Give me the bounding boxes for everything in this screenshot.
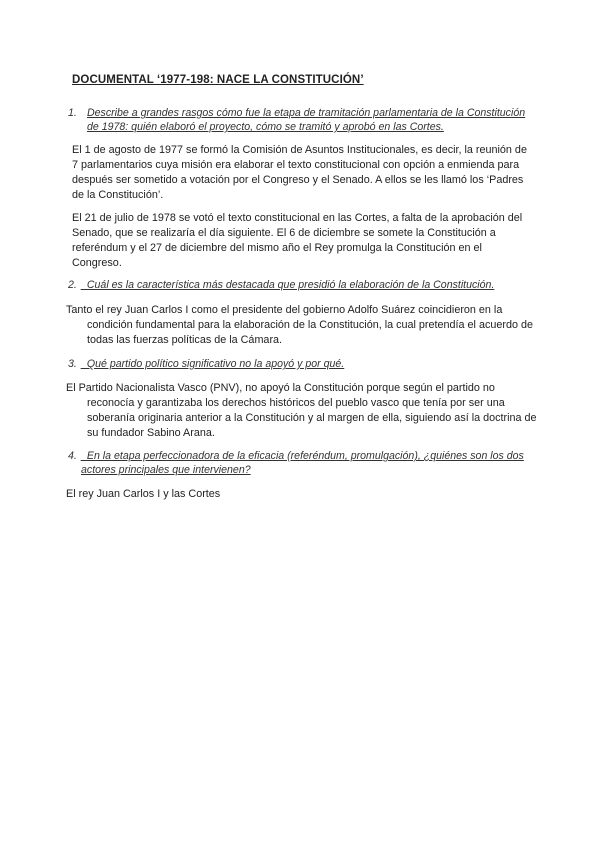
question-1-text: Describe a grandes rasgos cómo fue la etapa de tramitación parlamentaria de la Constitución de 1978: quién elaboró el proyecto, cómo se tramitó y aprobó en las Cortes. — [87, 107, 526, 133]
question-2 — [68, 278, 538, 292]
question-3-text: _Qué partido político significativo no la apoyó y por qué. — [81, 358, 345, 370]
question-4-number: 4. — [68, 450, 77, 462]
answer-4: El rey Juan Carlos I y las Cortes — [66, 488, 221, 500]
answer-1-paragraph-2: El 21 de julio de 1978 se votó el texto constitucional en las Cortes, a falta de la aprobación del Senado, que se realizaría el día siguiente. El 6 de diciembre se somete la Constitución a referéndum y el 27 de diciembre del mismo año el Rey promulga la Constitución en el Congreso. — [72, 212, 523, 269]
document-title: DOCUMENTAL ‘1977-198: NACE LA CONSTITUCIÓN’ — [72, 74, 364, 86]
question-3-number: 3. — [68, 358, 77, 370]
question-4-text: _En la etapa perfeccionadora de la eficacia (referéndum, promulgación), ¿quiénes son los dos actores principales que intervienen? — [81, 450, 524, 476]
question-2-text: _Cuál es la característica más destacada que presidió la elaboración de la Constitución. — [81, 279, 495, 291]
question-1-number: 1. — [68, 107, 77, 119]
question-1 — [68, 106, 528, 134]
answer-3: El Partido Nacionalista Vasco (PNV), no apoyó la Constitución porque según el partido no reconocía y garantizaba los derechos históricos del pueblo vasco que tenía por ser una soberanía originaria anterior a la Constitución y al margen de ella, siguiendo así la doctrina de su fundador Sabino Arana. — [66, 382, 537, 439]
answer-2: Tanto el rey Juan Carlos I como el presidente del gobierno Adolfo Suárez coincidieron en la condición fundamental para la elaboración de la Constitución, la cual pretendía el acuerdo de todas las fuerzas políticas de la Cámara. — [66, 304, 533, 346]
question-2-number: 2. — [68, 279, 77, 291]
answer-1-paragraph-1: El 1 de agosto de 1977 se formó la Comisión de Asuntos Institucionales, es decir, la reunión de 7 parlamentarios cuya misión era elaborar el texto constitucional con opción a enmienda para después ser sometido a votación por el Congreso y el Senado. A ellos se les llamó los ‘Padres de la Constitución’. — [72, 144, 527, 201]
question-3 — [68, 357, 468, 371]
question-4 — [68, 449, 528, 477]
